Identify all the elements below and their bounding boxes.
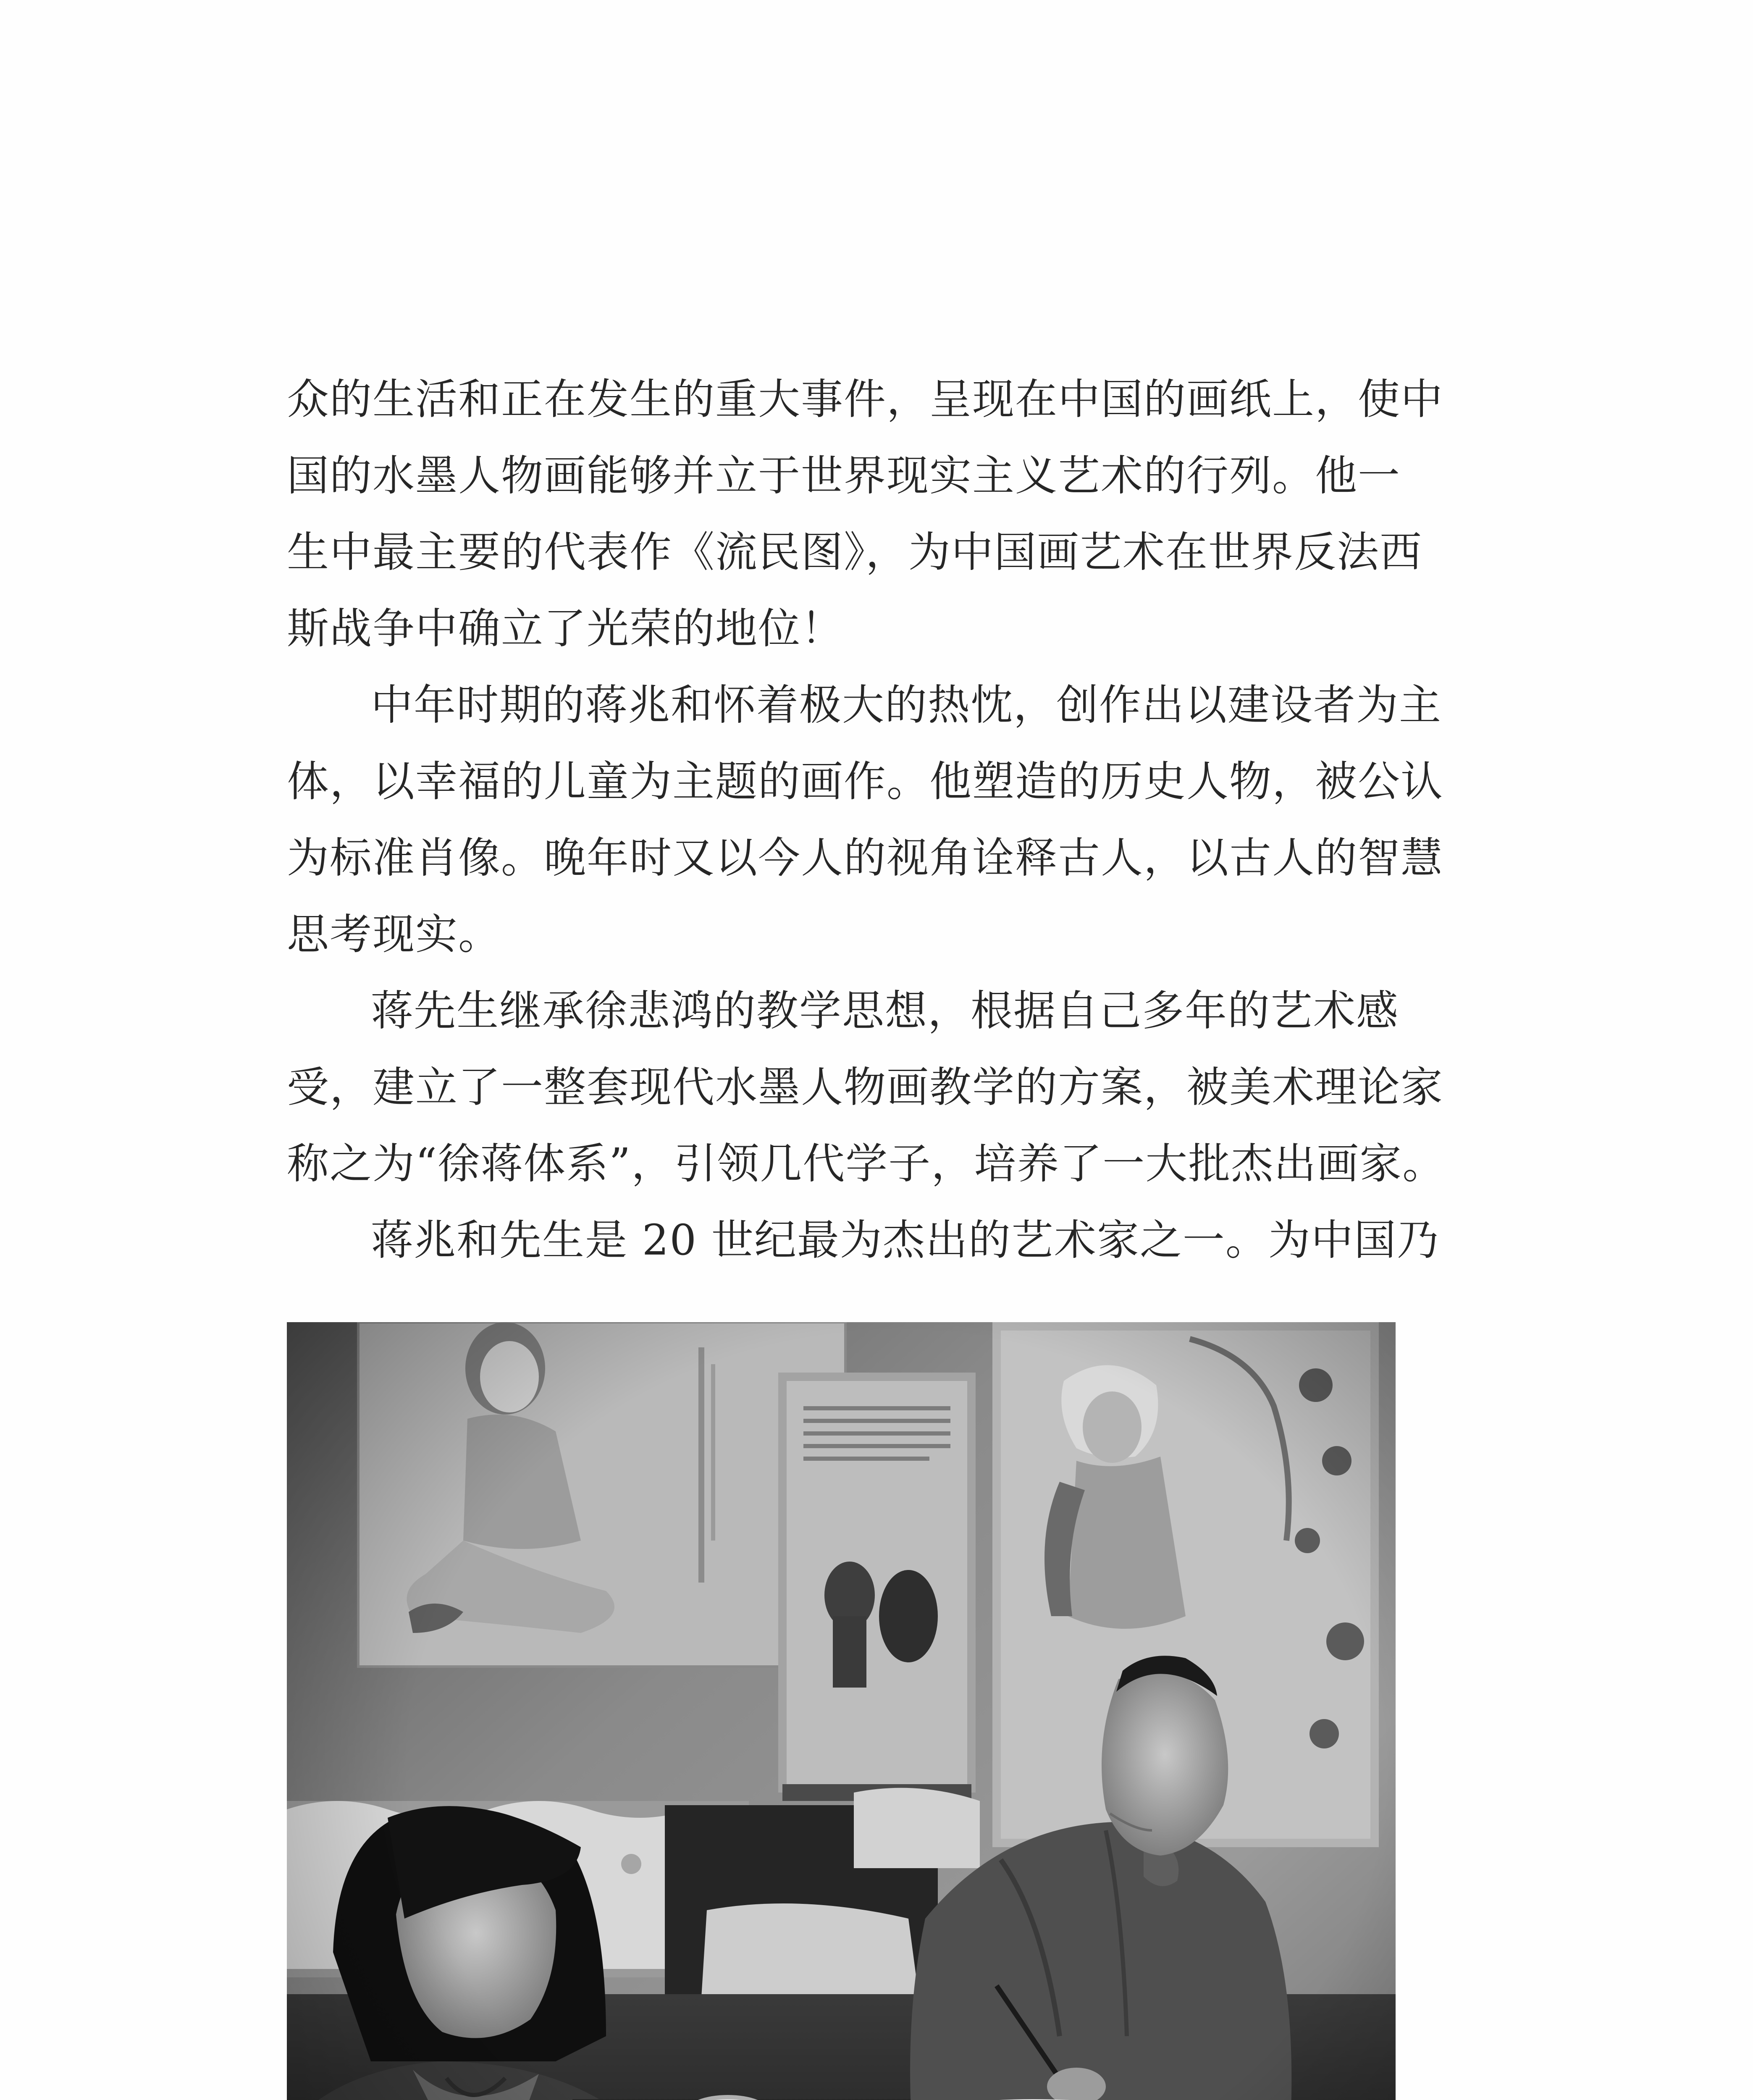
- text-line: 思考现实。: [287, 910, 501, 959]
- photograph-icon: [287, 1322, 1396, 2100]
- text-line: 生中最主要的代表作《流民图》，为中国画艺术在世界反法西: [287, 528, 1422, 577]
- text-line: 受，建立了一整套现代水墨人物画教学的方案，被美术理论家: [287, 1063, 1443, 1112]
- text-line: 国的水墨人物画能够并立于世界现实主义艺术的行列。他一: [287, 451, 1401, 500]
- black-white-photograph: [287, 1322, 1396, 2100]
- text-line: 为标准肖像。晚年时又以今人的视角诠释古人，以古人的智慧: [287, 833, 1443, 882]
- text-line: 蒋兆和先生是 20 世纪最为杰出的艺术家之一。为中国乃: [371, 1215, 1440, 1265]
- text-line: 斯战争中确立了光荣的地位！: [287, 604, 844, 653]
- text-line: 称之为“徐蒋体系”，引领几代学子，培养了一大批杰出画家。: [287, 1139, 1446, 1188]
- text-line: 众的生活和正在发生的重大事件，呈现在中国的画纸上，使中: [287, 375, 1443, 424]
- body-text: [287, 361, 1446, 1278]
- text-line: 体，以幸福的儿童为主题的画作。他塑造的历史人物，被公认: [287, 757, 1443, 806]
- text-line: 蒋先生继承徐悲鸿的教学思想，根据自己多年的艺术感: [371, 986, 1399, 1035]
- text-line: 中年时期的蒋兆和怀着极大的热忱，创作出以建设者为主: [371, 680, 1442, 730]
